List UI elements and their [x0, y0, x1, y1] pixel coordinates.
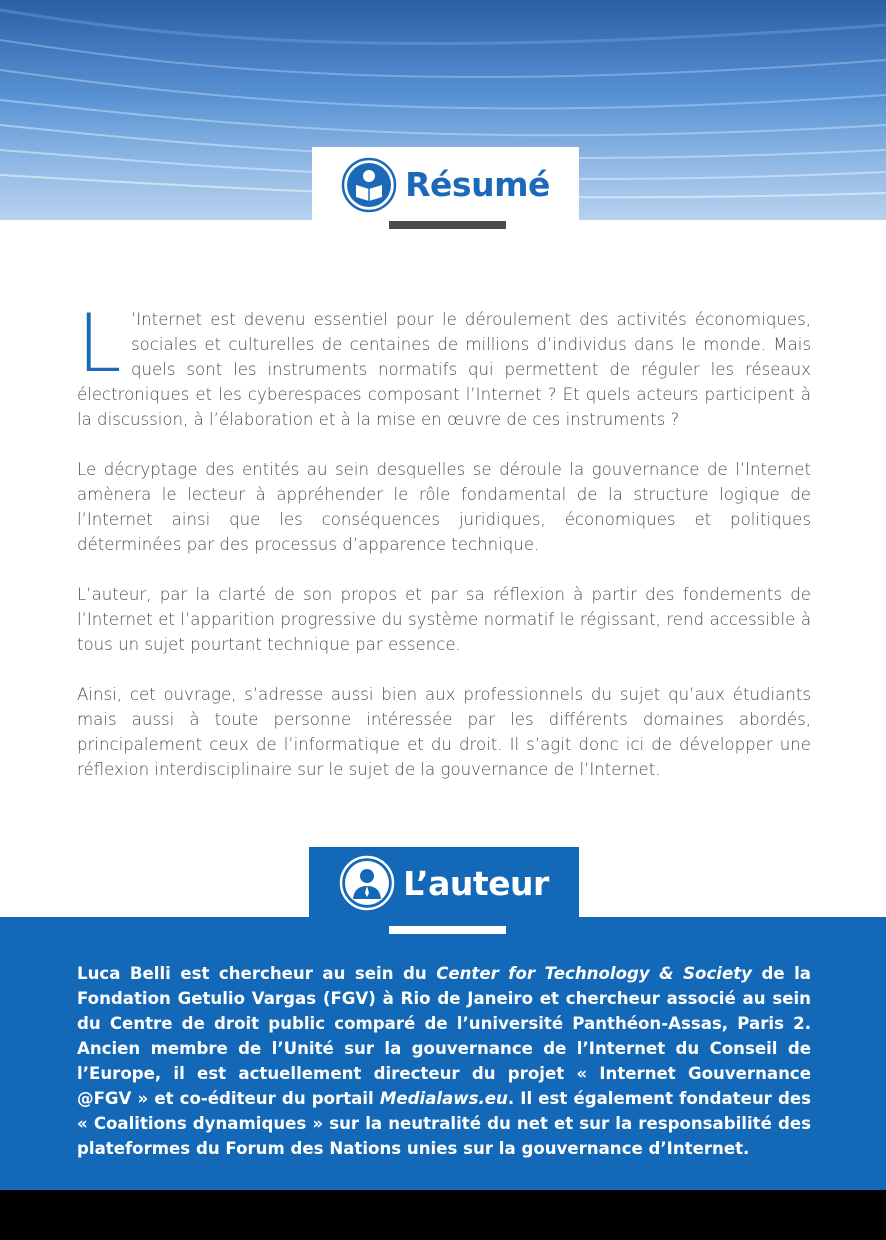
person-icon	[339, 855, 395, 911]
paragraph-4: Ainsi, cet ouvrage, s’adresse aussi bien aux professionnels du sujet qu’aux étudiants mais aussi à toute personne intéressée par les différents domaines abordés, principalement ceux de l’informatique et du droit. Il s’agit donc ici de développer une réflexion interdisciplinaire sur le sujet de la gouvernance de l’Internet.	[77, 685, 811, 779]
resume-body	[77, 307, 811, 807]
page-title: Résumé	[405, 165, 550, 204]
reader-book-icon	[341, 157, 397, 213]
author-name: Luca Belli	[77, 964, 171, 983]
paragraph-1: L ’Internet est devenu essentiel pour le déroulement des activités économiques, sociales et culturelles de centaines de millions d’individus dans le monde. Mais quels sont les instruments normatifs qui permettent de réguler les réseaux électroniques et les cyberespaces composant l’Internet ? Et quels acteurs participent à la discussion, à l’élaboration et à la mise en œuvre de ces instruments ?	[77, 307, 811, 432]
paragraph-2: Le décryptage des entités au sein desquelles se déroule la gouvernance de l’Internet amènera le lecteur à appréhender le rôle fondamental de la structure logique de l’Internet ainsi que les conséquences juridiques, économiques et politiques déterminées par des processus d’apparence technique.	[77, 460, 811, 554]
dropcap	[77, 307, 131, 382]
title-underline	[389, 221, 506, 229]
svg-text:L: L	[77, 307, 122, 377]
author-heading-box	[309, 847, 579, 919]
footer-bar	[0, 1190, 886, 1240]
paragraph-3: L’auteur, par la clarté de son propos et par sa réflexion à partir des fondements de l’Internet et l’apparition progressive du système normatif le régissant, rend accessible à tous un sujet pourtant technique par essence.	[77, 585, 811, 654]
dropcap-letter	[77, 307, 131, 377]
author-title: L’auteur	[403, 863, 549, 903]
author-title-underline	[389, 926, 506, 934]
portal-name: Medialaws.eu	[379, 1089, 508, 1108]
center-name: Center for Technology & Society	[436, 964, 752, 983]
author-bio: Luca Belli est chercheur au sein du Center for Technology & Society de la Fondation Getulio Vargas (FGV) à Rio de Janeiro et chercheur associé au sein du Centre de droit public comparé de l’université Panthéon-Assas, Paris 2. Ancien membre de l’Unité sur la gouvernance de l’Internet du Conseil de l’Europe, il est actuellement directeur du projet « Internet Gouvernance @FGV » et co-éditeur du portail Medialaws.eu. Il est également fondateur des « Coalitions dynamiques » sur la neutralité du net et sur la responsabilité des plateformes du Forum des Nations unies sur la gouvernance d’Internet.	[77, 964, 811, 1158]
resume-heading-box	[312, 147, 579, 222]
